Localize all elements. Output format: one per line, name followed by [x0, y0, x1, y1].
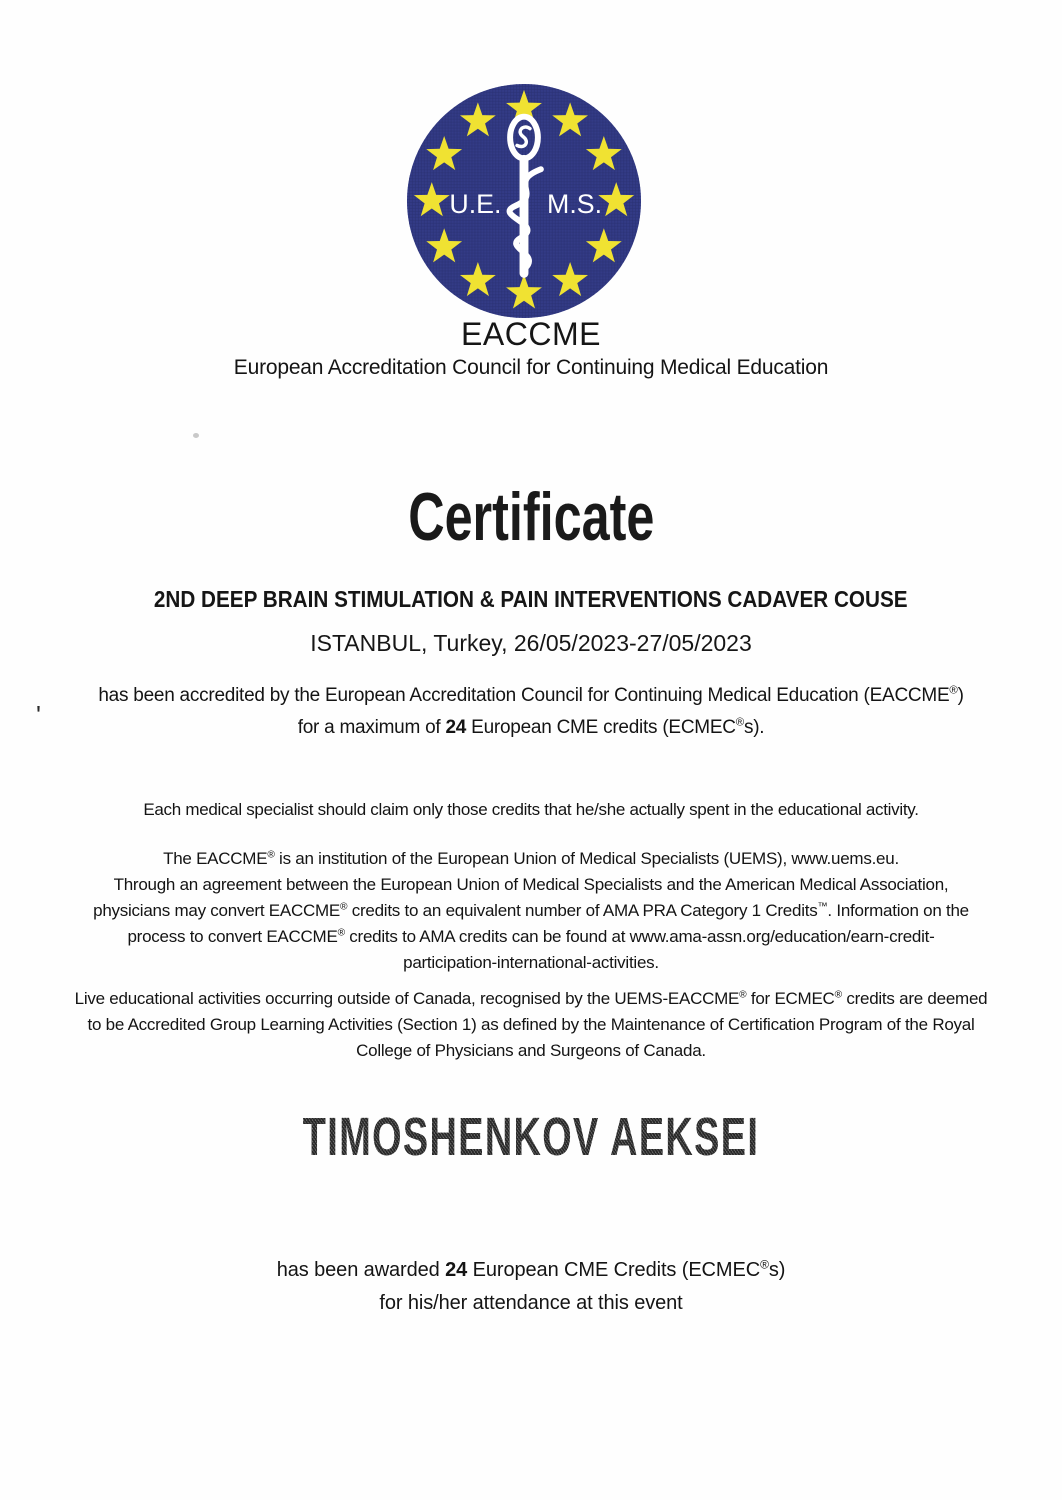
award-statement [0, 1254, 1062, 1320]
uems-logo-svg [405, 82, 643, 320]
logo-left-text: U.E. [449, 188, 502, 219]
uems-logo [405, 82, 643, 320]
scan-stray-mark: ' [36, 700, 41, 730]
awarded-credit-count: 24 [445, 1259, 468, 1281]
canada-paragraph [0, 986, 1062, 1064]
course-title [0, 586, 1062, 613]
certificate-title-text: Certificate [407, 479, 655, 555]
award-line-1: has been awarded 24 European CME Credits (ECMEC®s) [276, 1257, 786, 1281]
logo-right-text: M.S. [547, 188, 603, 219]
recipient-name-text: TIMOSHENKOV AEKSEI [302, 1107, 760, 1167]
award-line-2: for his/her attendance at this event [379, 1292, 683, 1314]
uems-ama-paragraph [0, 846, 1062, 976]
paragraph-line: The EACCME® is an institution of the European Union of Medical Specialists (UEMS), www.uems.eu. [163, 849, 899, 868]
org-abbreviation: EACCME [461, 316, 601, 352]
accreditation-statement [0, 680, 1062, 744]
scan-speck [193, 433, 199, 438]
credit-count: 24 [445, 717, 467, 738]
accreditation-line-1: has been accredited by the European Accreditation Council for Continuing Medical Education (EACCME®) [98, 684, 964, 706]
org-full-name: European Accreditation Council for Continuing Medical Education [233, 356, 829, 379]
recipient-name [0, 1106, 1062, 1168]
course-title-text: 2ND DEEP BRAIN STIMULATION & PAIN INTERVENTIONS CADAVER COUSE [154, 586, 908, 612]
paragraph-line: participation-international-activities. [403, 953, 659, 972]
paragraph-line: Live educational activities occurring outside of Canada, recognised by the UEMS-EACCME® for ECMEC® credits are deemed [74, 989, 988, 1008]
event-location-dates: ISTANBUL, Turkey, 26/05/2023-27/05/2023 [310, 630, 752, 656]
claim-note: Each medical specialist should claim only those credits that he/she actually spent in the educational activity. [143, 800, 919, 819]
certificate-title [0, 478, 1062, 556]
paragraph-line: physicians may convert EACCME® credits to an equivalent number of AMA PRA Category 1 Credits™. Information on the [93, 901, 969, 920]
paragraph-line: to be Accredited Group Learning Activities (Section 1) as defined by the Maintenance of Certification Program of the Royal [87, 1015, 975, 1034]
paragraph-line: process to convert EACCME® credits to AMA credits can be found at www.ama-assn.org/education/earn-credit- [127, 927, 935, 946]
paragraph-line: College of Physicians and Surgeons of Canada. [356, 1041, 706, 1060]
accreditation-line-2: for a maximum of 24 European CME credits (ECMEC®s). [297, 716, 765, 738]
paragraph-line: Through an agreement between the European Union of Medical Specialists and the American Medical Association, [113, 875, 949, 894]
